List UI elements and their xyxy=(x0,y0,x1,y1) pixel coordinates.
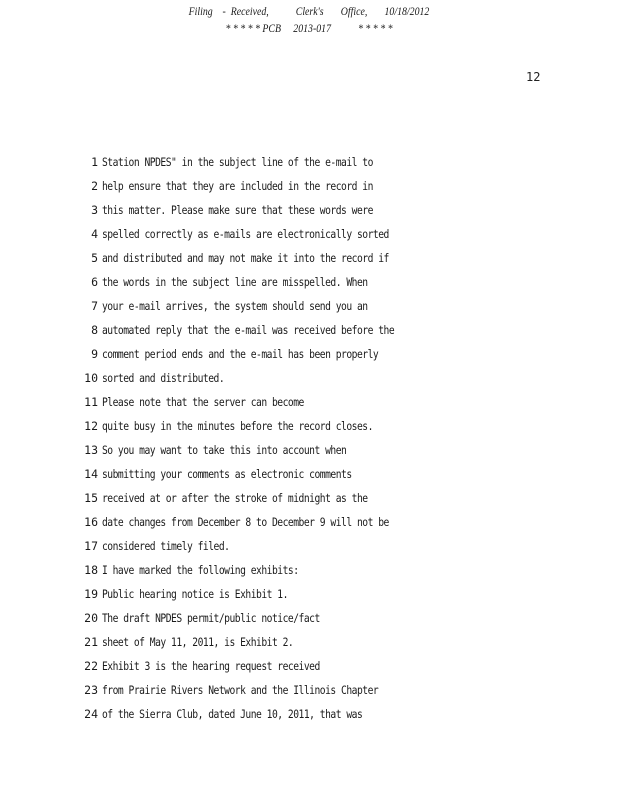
line-number: 7 xyxy=(91,299,98,313)
transcript-line xyxy=(84,153,564,177)
line-text: received at or after the stroke of midnight as the xyxy=(102,491,368,505)
line-number: 8 xyxy=(91,323,98,337)
line-text: quite busy in the minutes before the record closes. xyxy=(102,419,373,433)
line-number: 24 xyxy=(84,707,98,721)
transcript-line xyxy=(84,681,564,705)
line-number: 20 xyxy=(84,611,98,625)
transcript-line xyxy=(84,417,564,441)
line-text: automated reply that the e-mail was received before the xyxy=(102,323,395,337)
transcript-line xyxy=(84,609,564,633)
line-text: date changes from December 8 to December 9 will not be xyxy=(102,515,389,529)
line-text: from Prairie Rivers Network and the Illinois Chapter xyxy=(102,683,379,697)
transcript-line xyxy=(84,249,564,273)
line-number: 12 xyxy=(84,419,98,433)
line-text: this matter. Please make sure that these words were xyxy=(102,203,373,217)
line-text: considered timely filed. xyxy=(102,539,230,553)
line-number: 18 xyxy=(84,563,98,577)
line-text: and distributed and may not make it into the record if xyxy=(102,251,389,265)
line-text: help ensure that they are included in the record in xyxy=(102,179,373,193)
line-number: 16 xyxy=(84,515,98,529)
line-text: sheet of May 11, 2011, is Exhibit 2. xyxy=(102,635,294,649)
transcript-line xyxy=(84,393,564,417)
line-number: 3 xyxy=(91,203,98,217)
line-number: 4 xyxy=(91,227,98,241)
transcript-line xyxy=(84,513,564,537)
line-number: 15 xyxy=(84,491,98,505)
transcript-line xyxy=(84,369,564,393)
page-number: 12 xyxy=(526,70,541,84)
transcript-line xyxy=(84,489,564,513)
transcript-line xyxy=(84,177,564,201)
transcript-line xyxy=(84,633,564,657)
transcript-line xyxy=(84,345,564,369)
line-text: Public hearing notice is Exhibit 1. xyxy=(102,587,288,601)
line-text: I have marked the following exhibits: xyxy=(102,563,299,577)
line-number: 2 xyxy=(91,179,98,193)
transcript-line xyxy=(84,201,564,225)
transcript-body xyxy=(84,153,564,729)
line-text: The draft NPDES permit/public notice/fact xyxy=(102,611,320,625)
line-number: 21 xyxy=(84,635,98,649)
line-number: 22 xyxy=(84,659,98,673)
line-text: your e-mail arrives, the system should send you an xyxy=(102,299,368,313)
line-number: 14 xyxy=(84,467,98,481)
transcript-line xyxy=(84,273,564,297)
line-text: comment period ends and the e-mail has been properly xyxy=(102,347,379,361)
line-text: submitting your comments as electronic comments xyxy=(102,467,352,481)
line-number: 17 xyxy=(84,539,98,553)
line-text: Please note that the server can become xyxy=(102,395,304,409)
line-text: the words in the subject line are misspelled. When xyxy=(102,275,368,289)
line-text: spelled correctly as e-mails are electronically sorted xyxy=(102,227,389,241)
line-number: 9 xyxy=(91,347,98,361)
filing-stamp-line-2: * * * * * PCB 2013-017 * * * * * xyxy=(225,21,393,35)
line-text: of the Sierra Club, dated June 10, 2011, that was xyxy=(102,707,363,721)
line-number: 13 xyxy=(84,443,98,457)
transcript-line xyxy=(84,657,564,681)
transcript-line xyxy=(84,465,564,489)
line-text: Exhibit 3 is the hearing request received xyxy=(102,659,320,673)
line-text: sorted and distributed. xyxy=(102,371,225,385)
filing-stamp-line-1: Filing - Received, Clerk's Office, 10/18/2012 xyxy=(188,4,430,18)
line-number: 10 xyxy=(84,371,98,385)
line-number: 5 xyxy=(91,251,98,265)
line-number: 19 xyxy=(84,587,98,601)
transcript-line xyxy=(84,321,564,345)
transcript-line xyxy=(84,297,564,321)
line-number: 6 xyxy=(91,275,98,289)
transcript-line xyxy=(84,537,564,561)
line-number: 1 xyxy=(91,155,98,169)
line-text: So you may want to take this into account when xyxy=(102,443,347,457)
transcript-line xyxy=(84,705,564,729)
line-number: 23 xyxy=(84,683,98,697)
transcript-line xyxy=(84,441,564,465)
transcript-line xyxy=(84,225,564,249)
line-number: 11 xyxy=(84,395,98,409)
transcript-line xyxy=(84,561,564,585)
line-text: Station NPDES" in the subject line of the e-mail to xyxy=(102,155,373,169)
transcript-line xyxy=(84,585,564,609)
